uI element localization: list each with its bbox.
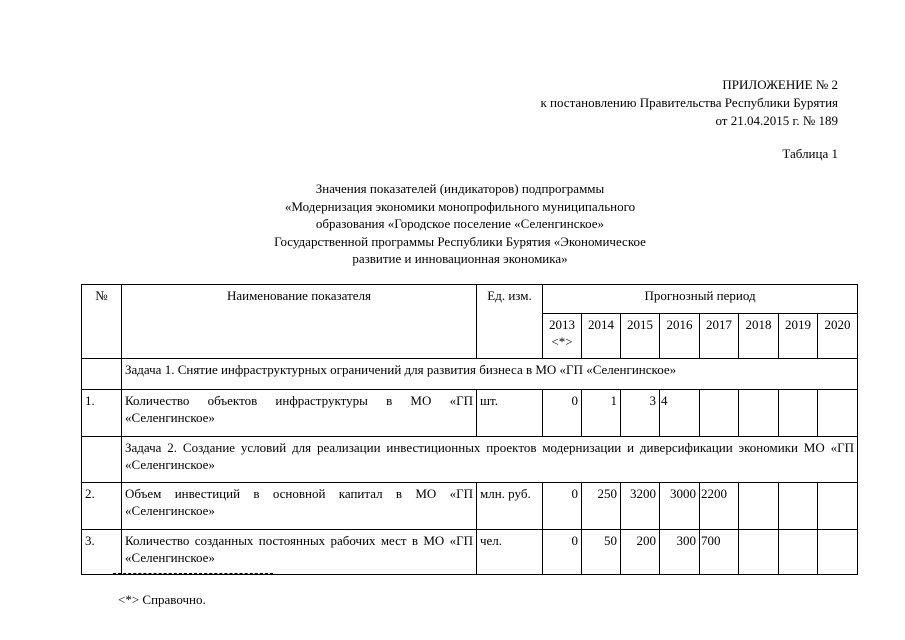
appendix-date: от 21.04.2015 г. № 189 (715, 113, 838, 128)
title-line-1: Значения показателей (индикаторов) подпрограммы (315, 181, 605, 196)
appendix-title: ПРИЛОЖЕНИЕ № 2 (722, 77, 838, 92)
appendix-resolution: к постановлению Правительства Республики Бурятия (540, 95, 838, 110)
row-value (700, 390, 739, 437)
row-value (818, 530, 858, 575)
task-num-cell (82, 359, 122, 390)
row-name: Количество объектов инфраструктуры в МО «ГП «Селенгинское» (122, 390, 477, 437)
row-value: 200 (621, 530, 660, 575)
row-value (739, 390, 779, 437)
task-row (82, 437, 858, 483)
row-name: Количество созданных постоянных рабочих мест в МО «ГП «Селенгинское» (122, 530, 477, 575)
row-num: 1. (82, 390, 122, 437)
title-line-5: развитие и инновационная экономика» (352, 251, 568, 266)
task-row (82, 359, 858, 390)
header-name: Наименование показателя (122, 285, 477, 359)
year-cell: 2020 (818, 314, 858, 359)
year-cell: 2014 (582, 314, 621, 359)
row-value: 3200 (621, 483, 660, 530)
row-value (779, 483, 818, 530)
task-num-cell (82, 437, 122, 483)
header-unit: Ед. изм. (477, 285, 543, 359)
title-line-2: «Модернизация экономики монопрофильного муниципального (284, 198, 636, 214)
row-value: 700 (700, 530, 739, 575)
row-value (818, 390, 858, 437)
appendix-block (540, 76, 838, 130)
row-value: 4 (660, 390, 700, 437)
footnote: <*> Справочно. (118, 592, 206, 607)
title-line-3: образования «Городское поселение «Селенгинское» (315, 216, 605, 231)
row-value: 50 (582, 530, 621, 575)
year-cell: 2013 <*> (543, 314, 582, 359)
row-value: 2200 (700, 483, 739, 530)
row-value (779, 530, 818, 575)
row-value: 250 (582, 483, 621, 530)
table-row (82, 390, 858, 437)
year-cell: 2016 (660, 314, 700, 359)
task-2-text: Задача 2. Создание условий для реализации инвестиционных проектов модернизации и диверсификации экономики МО «ГП «Селенгинское» (122, 437, 858, 483)
year-cell: 2015 (621, 314, 660, 359)
table-number: Таблица 1 (782, 146, 838, 161)
row-unit: чел. (477, 530, 543, 575)
row-num: 2. (82, 483, 122, 530)
row-value (779, 390, 818, 437)
row-name: Объем инвестиций в основной капитал в МО «ГП «Селенгинское» (122, 483, 477, 530)
document-title (180, 180, 740, 268)
row-num: 3. (82, 530, 122, 575)
table-header-row (82, 285, 858, 314)
year-cell: 2019 (779, 314, 818, 359)
year-cell: 2017 (700, 314, 739, 359)
row-unit: шт. (477, 390, 543, 437)
indicators-table (81, 284, 858, 575)
row-value: 0 (543, 530, 582, 575)
footnote-divider (113, 573, 273, 574)
header-num: № (82, 285, 122, 359)
row-value: 0 (543, 483, 582, 530)
row-value: 0 (543, 390, 582, 437)
row-value (739, 530, 779, 575)
year-cell: 2018 (739, 314, 779, 359)
row-value: 3 (621, 390, 660, 437)
row-value: 1 (582, 390, 621, 437)
row-value: 3000 (660, 483, 700, 530)
table-row (82, 530, 858, 575)
task-1-text: Задача 1. Снятие инфраструктурных ограничений для развития бизнеса в МО «ГП «Селенгинское» (122, 359, 858, 390)
row-value (818, 483, 858, 530)
row-value (739, 483, 779, 530)
row-unit: млн. руб. (477, 483, 543, 530)
row-value: 300 (660, 530, 700, 575)
title-line-4: Государственной программы Республики Бурятия «Экономическое (274, 233, 646, 249)
header-period: Прогнозный период (543, 285, 858, 314)
table-row (82, 483, 858, 530)
